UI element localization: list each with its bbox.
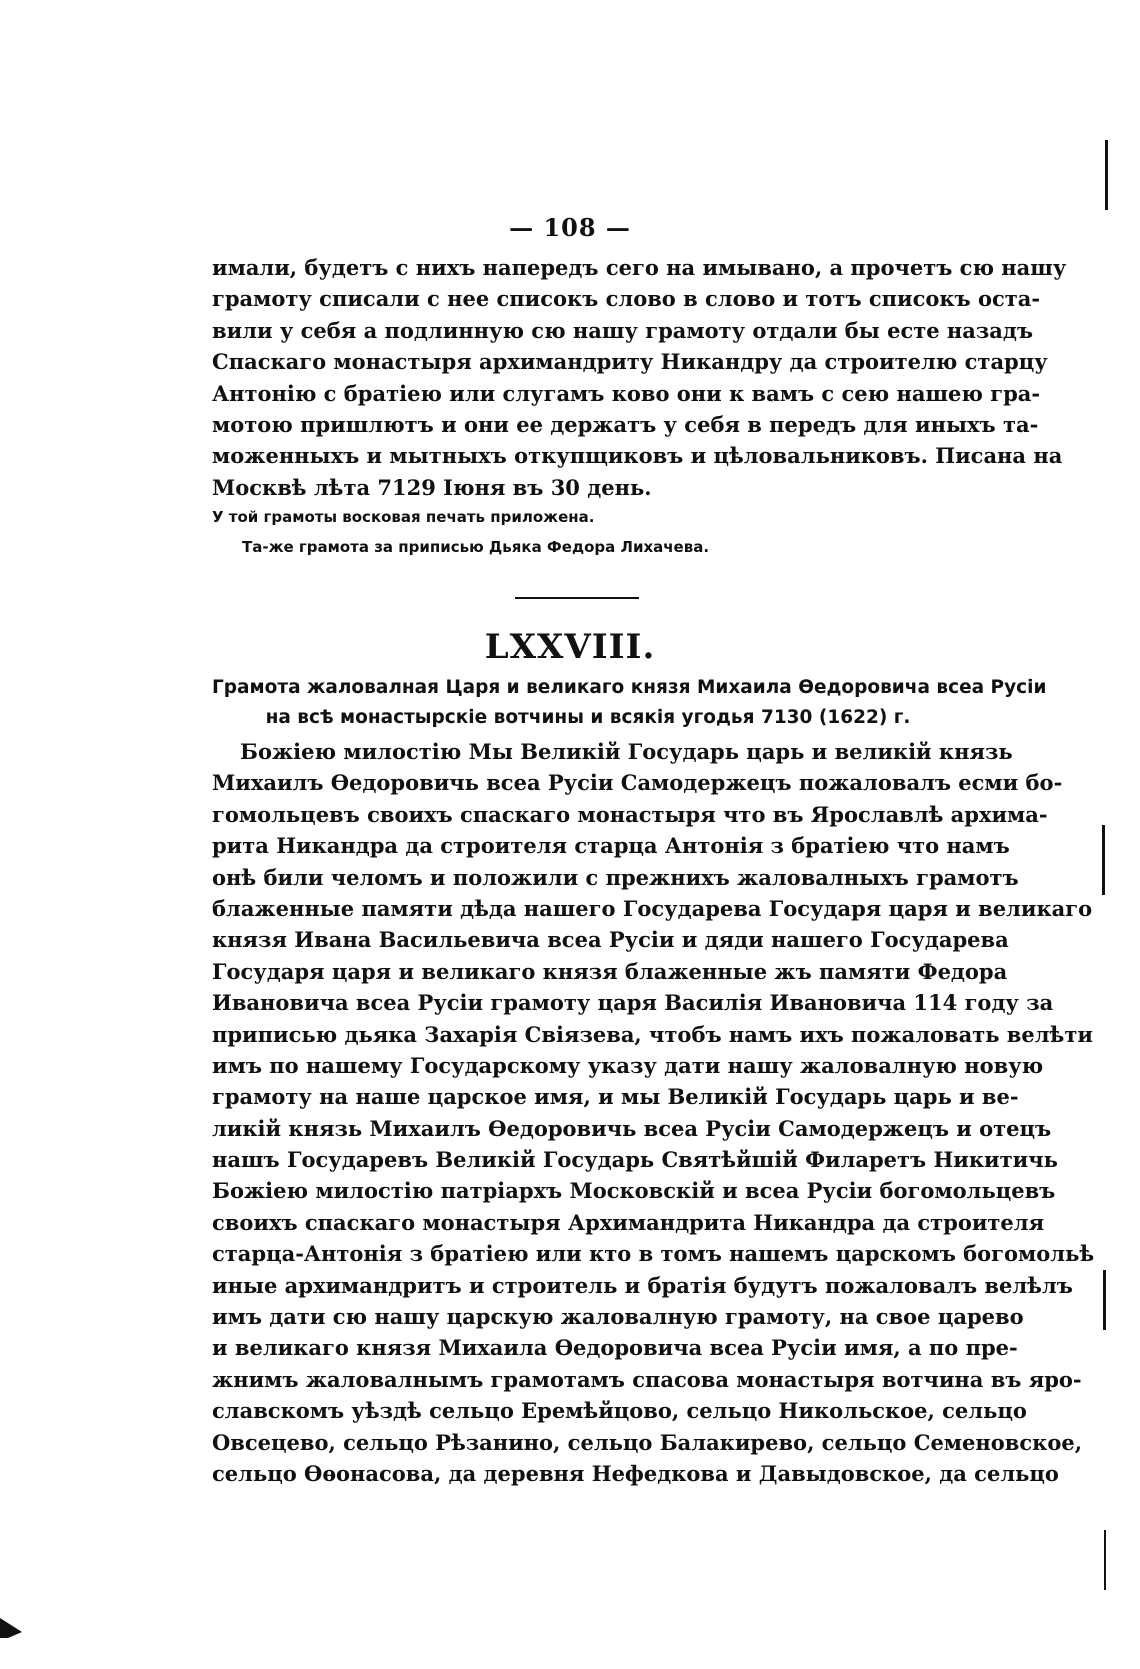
scan-mark <box>1104 1530 1106 1590</box>
text-line: Божіею милостію патріархъ Московскій и всеа Русіи богомольцевъ <box>212 1178 1056 1204</box>
section-number: LXXVIII. <box>484 627 656 667</box>
section-heading <box>212 673 1047 733</box>
text-line: Овсецево, сельцо Рѣзанино, сельцо Балакирево, сельцо Семеновское, <box>212 1429 1083 1455</box>
text-line: имали, будетъ с нихъ напередъ сего на имывано, а прочетъ сю нашу <box>212 255 1067 280</box>
text-line: имъ дати сю нашу царскую жаловалную грамоту, на свое царево <box>212 1304 1024 1330</box>
text-line: мотою пришлютъ и они ее держатъ у себя в передъ для иныхъ та- <box>212 411 1039 437</box>
text-line: имъ по нашему Государскому указу дати нашу жаловалную новую <box>212 1052 1044 1078</box>
text-line: Государя царя и великаго князя блаженные жъ памяти Федора <box>212 958 1008 984</box>
scan-mark <box>1103 1270 1106 1330</box>
charter-text <box>212 736 1095 1489</box>
text-line: блаженные памяти дѣда нашего Государева Государя царя и великаго <box>212 895 1093 921</box>
text-line: жнимъ жаловалнымъ грамотамъ спасова монастыря вотчина въ яро- <box>212 1366 1082 1392</box>
text-line: гомольцевъ своихъ спаскаго монастыря что въ Ярославлѣ архима- <box>212 801 1048 827</box>
text-line: Божіею милостію Мы Великій Государь царь и великій князь <box>240 739 1013 764</box>
text-line: онѣ били челомъ и положили с прежнихъ жаловалныхъ грамотъ <box>212 864 1019 890</box>
text-line: грамоту на наше царское имя, и мы Великій Государь царь и ве- <box>212 1084 1019 1110</box>
text-line: Спаскаго монастыря архимандриту Никандру да строителю старцу <box>212 349 1048 375</box>
scan-corner-mark <box>0 1618 22 1638</box>
text-line: нашъ Государевъ Великій Государь Святѣйшій Филаретъ Никитичь <box>212 1147 1058 1173</box>
text-line: вили у себя а подлинную сю нашу грамоту отдали бы есте назадъ <box>212 317 1034 343</box>
text-line: грамоту списали с нее списокъ слово в слово и тотъ списокъ оста- <box>212 286 1041 312</box>
text-line: рита Никандра да строителя старца Антонія з братіею что намъ <box>212 833 1010 859</box>
text-line: и великаго князя Михаила Ѳедоровича всеа Русіи имя, а по пре- <box>212 1335 1018 1361</box>
text-line: своихъ спаскаго монастыря Архимандрита Никандра да строителя <box>212 1209 1045 1235</box>
seal-note: У той грамоты восковая печать приложена. <box>212 508 595 526</box>
scan-mark <box>1105 140 1108 210</box>
text-line: моженныхъ и мытныхъ откупщиковъ и цѣловальниковъ. Писана на <box>212 443 1063 469</box>
text-line: Михаилъ Ѳедоровичь всеа Русіи Самодержецъ пожаловалъ есми бо- <box>212 770 1063 796</box>
page-number: — 108 — <box>509 213 631 242</box>
heading-line: на всѣ монастырскіе вотчины и всякія угодья 7130 (1622) г. <box>265 707 911 728</box>
text-line: князя Ивана Васильевича всеа Русіи и дяди нашего Государева <box>212 927 1009 953</box>
continuation-text <box>212 252 1067 503</box>
text-line: старца-Антонія з братіею или кто в томъ нашемъ царскомъ богомольѣ <box>212 1241 1095 1267</box>
section-divider <box>515 597 639 599</box>
copy-note: Та-же грамота за приписью Дьяка Федора Лихачева. <box>242 538 710 556</box>
text-line: сельцо Ѳѳонасова, да деревня Нефедкова и Давыдовское, да сельцо <box>212 1460 1059 1486</box>
heading-line: Грамота жаловалная Царя и великаго князя Михаила Ѳедоровича всеа Русіи <box>212 677 1047 698</box>
text-line: приписью дьяка Захарія Свіязева, чтобъ намъ ихъ пожаловать велѣти <box>212 1021 1093 1047</box>
text-line: Москвѣ лѣта 7129 Іюня въ 30 день. <box>212 474 652 500</box>
scan-mark <box>1102 825 1105 895</box>
text-line: Антонію с братіею или слугамъ ково они к вамъ с сею нашею гра- <box>212 380 1041 406</box>
text-line: ликій князь Михаилъ Ѳедоровичь всеа Русіи Самодержецъ и отецъ <box>212 1115 1052 1141</box>
text-line: иные архимандритъ и строитель и братія будутъ пожаловалъ велѣлъ <box>212 1272 1073 1298</box>
text-line: славскомъ уѣздѣ сельцо Еремѣйцово, сельцо Никольское, сельцо <box>212 1398 1027 1424</box>
text-line: Ивановича всеа Русіи грамоту царя Василія Ивановича 114 году за <box>212 990 1054 1016</box>
